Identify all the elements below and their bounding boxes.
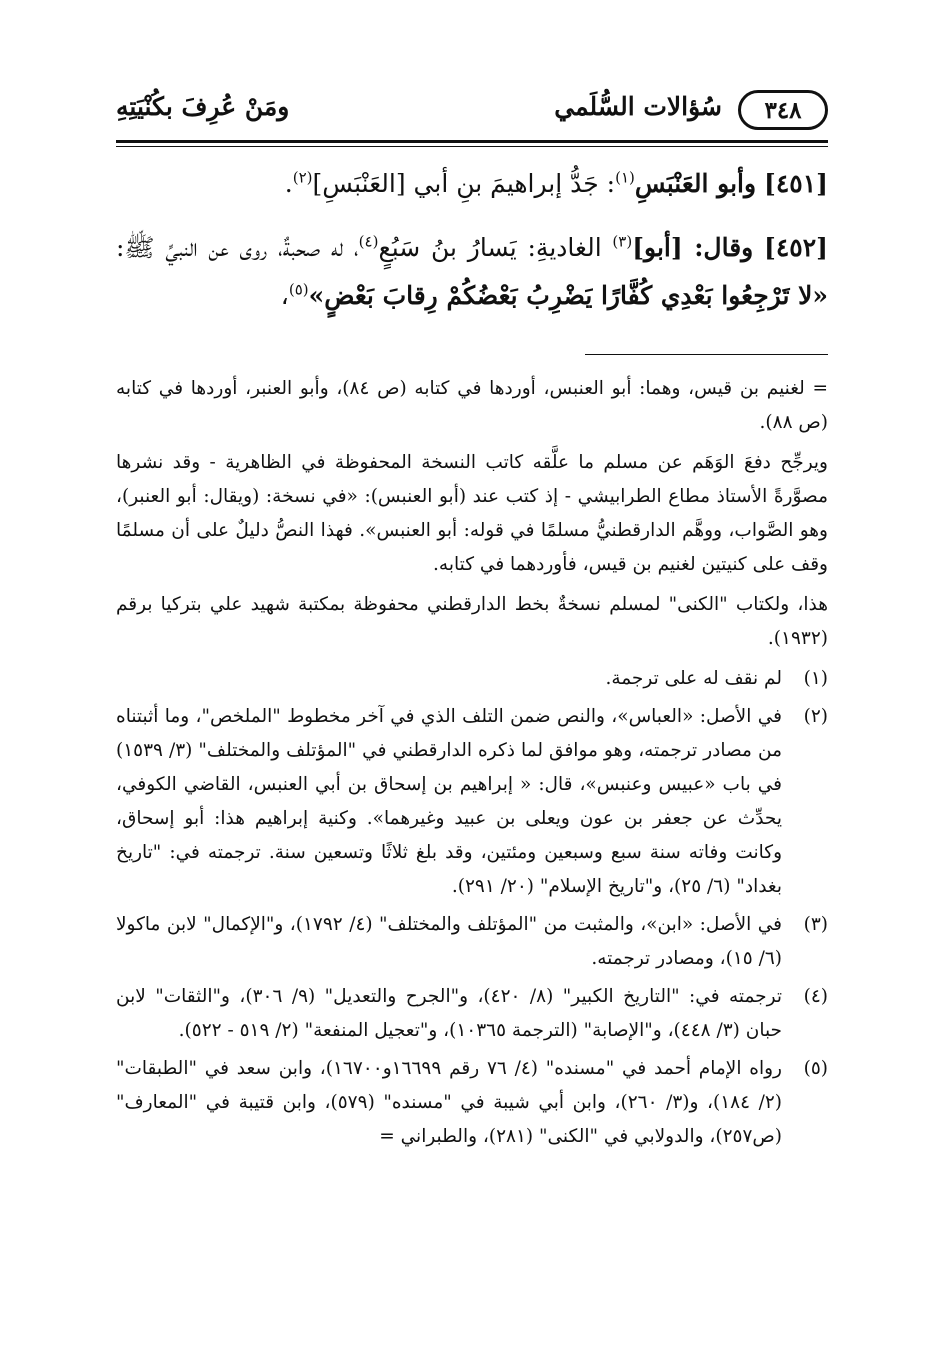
- footnote-text: في الأصل: «العباس»، والنص ضمن التلف الذي في آخر مخطوط "الملخص"، وما أثبتناه من مصادر ترجمته، وهو موافق لما ذكره الدارقطني في "المؤتلف والمختلف" (٣/ ١٥٣٩) في باب «عبيس وعنبس»، قال: « إبراهيم بن إسحاق بن أبي العنبس، القاضي الكوفي، يحدِّث عن جعفر بن عون ويعلى بن عبيد وغيرهما». وكنية إبراهيم هذا: أبو إسحاق، وكانت وفاته سنة سبع وسبعين ومئتين، وقد بلغ ثلاثًا وتسعين سنة. ترجمته في: "تاريخ بغداد" (٦/ ٢٥)، و"تاريخ الإسلام" (٢٠/ ٢٩١).: [116, 706, 782, 897]
- footnote-separator: [585, 354, 828, 355]
- page-number: ٣٤٨: [738, 90, 828, 130]
- footnote-ref[interactable]: (٥): [288, 280, 309, 299]
- entry-text: .: [284, 169, 293, 198]
- footnote-continuation: ويرجِّح دفعَ الوَهَم عن مسلم ما علَّقه كاتب النسخة المحفوظة في الظاهرية - وقد نشرها مصوَّرةً الأستاذ مطاع الطرابيشي - إذ كتب عند (أبو العنبس): «في نسخة: (ويقال: أبو العنبر)، وهو الصَّواب، ووهَّم الدارقطنيُّ مسلمًا في قوله: أبو العنبس». فهذا النصُّ دليلٌ على أن مسلمًا وقف على كنيتين لغنيم بن قيس، فأوردهما في كتابه.: [116, 452, 828, 575]
- entry-text: ، له صحبةٌ، روى عن النبيِّ ﷺ:: [116, 233, 359, 262]
- hadith-text: «لا تَرْجِعُوا بَعْدِي كُفَّارًا يَضْرِبُ بَعْضُكُمْ رِقابَ بَعْضٍ»: [308, 281, 828, 310]
- footnote-text: لم نقف له على ترجمة.: [605, 668, 782, 689]
- footnote-ref[interactable]: (٤): [358, 232, 379, 251]
- footnote-ref[interactable]: (٢): [292, 168, 313, 187]
- entry-452: [116, 224, 828, 320]
- page-header: [116, 84, 828, 146]
- footnote-mark: (٣): [803, 914, 828, 935]
- footnote-continuation: = لغنيم بن قيس، وهما: أبو العنبس، أوردها في كتابه (ص ٨٤)، وأبو العنبر، أوردها في كتابه (ص ٨٨).: [116, 378, 828, 433]
- footnote-text: ترجمته في: "التاريخ الكبير" (٨/ ٤٢٠)، و"الجرح والتعديل" (٩/ ٣٠٦)، و"الثقات" لابن حبان (٣/ ٤٤٨)، و"الإصابة" (الترجمة ١٠٣٦٥)، و"تعجيل المنفعة" (٢/ ٥١٩ - ٥٢٢).: [116, 986, 782, 1041]
- footnote-text: في الأصل: «ابن»، والمثبت من "المؤتلف والمختلف" (٤/ ١٧٩٢)، و"الإكمال" لابن ماكولا (٦/ ١٥)، ومصادر ترجمته.: [116, 914, 782, 969]
- entry-451: [116, 160, 828, 208]
- running-title: سُؤالات السُّلَمي: [554, 92, 722, 121]
- entry-intro: وقال: [أبو]: [632, 233, 754, 262]
- footnote-4: [116, 980, 828, 1048]
- entry-text: : جَدُّ إبراهيمَ بنِ أبي [العَنْبَسِ]: [312, 169, 616, 198]
- footnote-3: [116, 908, 828, 976]
- footnote-2: [116, 700, 828, 904]
- footnote-ref[interactable]: (٣): [612, 232, 633, 251]
- header-rule-thin: [116, 146, 828, 147]
- footnote-mark: (١): [803, 668, 828, 689]
- entry-number: [٤٥١]: [764, 169, 828, 198]
- entry-text: ،: [280, 281, 289, 310]
- footnote-mark: (٢): [803, 706, 828, 727]
- main-text: [116, 160, 828, 320]
- header-rule: [116, 140, 828, 143]
- footnote-text: رواه الإمام أحمد في "مسنده" (٤/ ٧٦ رقم ١٦٦٩٩و١٦٧٠٠)، وابن سعد في "الطبقات" (٢/ ١٨٤)، و(٣/ ٢٦٠)، وابن أبي شيبة في "مسنده" (٥٧٩)، وابن قتيبة في "المعارف" (ص٢٥٧)، والدولابي في "الكنى" (٢٨١)، والطبراني =: [116, 1058, 782, 1147]
- footnote-continuation: هذا، ولكتاب "الكنى" لمسلم نسخةٌ بخط الدارقطني محفوظة بمكتبة شهيد علي بتركيا برقم (١٩٣٢).: [116, 594, 828, 649]
- footnotes: [116, 372, 828, 1154]
- entry-number: [٤٥٢]: [764, 233, 829, 262]
- footnote-5: [116, 1052, 828, 1154]
- chapter-title: ومَنْ عُرِفَ بكُنْيَتِهِ: [116, 92, 290, 121]
- entry-text: الغاديةِ: يَسارُ بنُ سَبُعٍ: [378, 233, 613, 262]
- footnote-1: [116, 662, 828, 696]
- footnote-ref[interactable]: (١): [615, 168, 635, 187]
- entry-name: وأبو العَنْبَسِ: [634, 169, 757, 198]
- footnote-mark: (٤): [803, 986, 828, 1007]
- footnote-mark: (٥): [803, 1058, 828, 1079]
